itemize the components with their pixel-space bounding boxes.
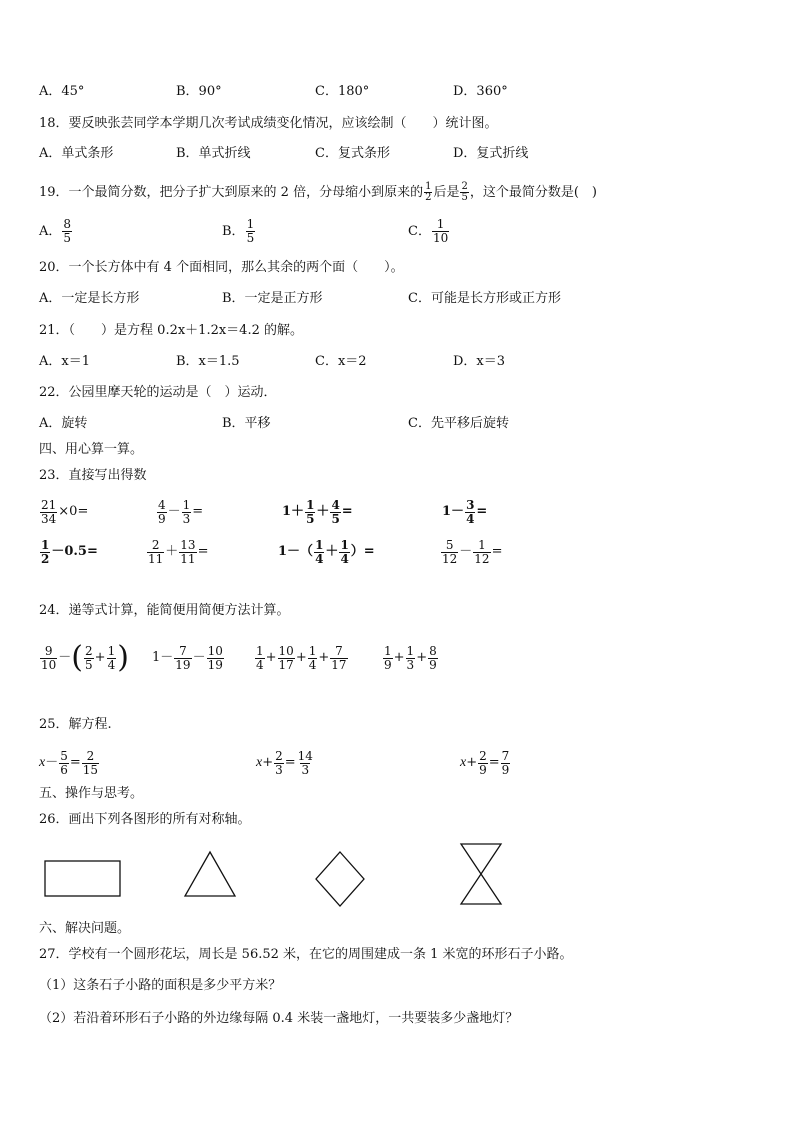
- option-d: D．360°: [453, 84, 508, 99]
- question-22: 22．公园里摩天轮的运动是（ ）运动．: [39, 385, 277, 400]
- question-20: 20．一个长方体中有 4 个面相同，那么其余的两个面（ ）。: [39, 260, 404, 275]
- q19-post: ，这个最简分数是( ): [469, 185, 597, 200]
- option-c: C．先平移后旋转: [408, 416, 509, 431]
- question-18: 18．要反映张芸同学本学期几次考试成绩变化情况，应该绘制（ ）统计图。: [39, 116, 498, 131]
- rectangle-figure: [44, 860, 122, 898]
- option-c: C． $\frac{1}{10}$: [408, 217, 449, 245]
- expr-24-2: 1－ $\frac{7}{19}$ － $\frac{10}{19}$: [152, 643, 223, 672]
- sub-question-2: （2）若沿着环形石子小路的外边缘每隔 0.4 米装一盏地灯，一共要装多少盏地灯？: [39, 1011, 519, 1026]
- expr-23-7: 1－（ $\frac{1}{4}$ ＋ $\frac{1}{4}$ ）=: [278, 537, 375, 566]
- question-21: 21．（ ）是方程 0.2x＋1.2x＝4.2 的解。: [39, 323, 303, 338]
- question-26: 26．画出下列各图形的所有对称轴。: [39, 812, 251, 827]
- option-b: B．单式折线: [176, 146, 251, 161]
- option-c: C．可能是长方形或正方形: [408, 291, 561, 306]
- section-6-title: 六、解决问题。: [39, 921, 131, 936]
- option-a: A．单式条形: [39, 146, 114, 161]
- q19-mid: 后是: [433, 185, 460, 200]
- option-b: B．90°: [176, 84, 222, 99]
- section-4-title: 四、用心算一算。: [39, 442, 144, 457]
- fraction: $\frac{2}{5}$: [461, 181, 468, 203]
- expr-23-6: $\frac{2}{11}$ ＋ $\frac{13}{11}$ =: [148, 537, 209, 566]
- option-d: D．复式折线: [453, 146, 529, 161]
- expr-23-2: $\frac{4}{9}$ － $\frac{1}{3}$ =: [158, 497, 204, 526]
- option-a: A．旋转: [39, 416, 88, 431]
- section-5-title: 五、操作与思考。: [39, 786, 144, 801]
- option-b: B．x＝1.5: [176, 354, 240, 369]
- expr-24-1: $\frac{9}{10}$ －( $\frac{2}{5}$ + $\frac{1}{4}$ ): [41, 640, 129, 675]
- expr-23-8: $\frac{5}{12}$ － $\frac{1}{12}$ =: [442, 537, 503, 566]
- equation-25-2: x+ $\frac{2}{3}$ = $\frac{14}{3}$: [256, 748, 313, 777]
- question-19: [39, 181, 597, 205]
- sub-question-1: （1）这条石子小路的面积是多少平方米？: [39, 978, 282, 993]
- triangle-figure: [183, 850, 237, 898]
- option-c: C．x＝2: [315, 354, 367, 369]
- expr-23-5: $\frac{1}{2}$ －0.5=: [41, 537, 98, 566]
- option-b: B．一定是正方形: [222, 291, 323, 306]
- equation-25-3: x+ $\frac{2}{9}$ = $\frac{7}{9}$: [460, 748, 510, 777]
- option-c: C．复式条形: [315, 146, 390, 161]
- q19-pre: 19．一个最简分数，把分子扩大到原来的 2 倍，分母缩小到原来的: [39, 185, 424, 200]
- question-23: 23．直接写出得数: [39, 468, 147, 483]
- expr-23-1: $\frac{21}{34}$ ×0=: [41, 497, 89, 526]
- question-27: 27．学校有一个圆形花坛，周长是 56.52 米，在它的周围建成一条 1 米宽的环形石子小路。: [39, 947, 573, 962]
- expr-24-3: $\frac{1}{4}$ + $\frac{10}{17}$ + $\frac{1}{4}$ + $\frac{7}{17}$: [256, 643, 347, 672]
- equation-25-1: x－ $\frac{5}{6}$ = $\frac{2}{15}$: [39, 748, 99, 777]
- option-a: A．一定是长方形: [39, 291, 140, 306]
- option-b: B． $\frac{1}{5}$: [222, 217, 255, 245]
- expr-24-4: $\frac{1}{9}$ + $\frac{1}{3}$ + $\frac{8}{9}$: [384, 643, 437, 672]
- option-d: D．x＝3: [453, 354, 506, 369]
- option-a: A．45°: [39, 84, 85, 99]
- fraction: $\frac{1}{2}$: [425, 181, 432, 203]
- question-25: 25．解方程.: [39, 717, 112, 732]
- option-a: A．x＝1: [39, 354, 90, 369]
- expr-23-3: 1＋ $\frac{1}{5}$ ＋ $\frac{4}{5}$ =: [282, 497, 353, 526]
- hourglass-figure: [459, 842, 503, 906]
- option-c: C．180°: [315, 84, 370, 99]
- expr-23-4: 1－ $\frac{3}{4}$ =: [442, 497, 488, 526]
- option-a: A． $\frac{8}{5}$: [39, 217, 72, 245]
- option-b: B．平移: [222, 416, 271, 431]
- question-24: 24．递等式计算，能简便用简便方法计算。: [39, 603, 290, 618]
- rhombus-figure: [314, 850, 366, 908]
